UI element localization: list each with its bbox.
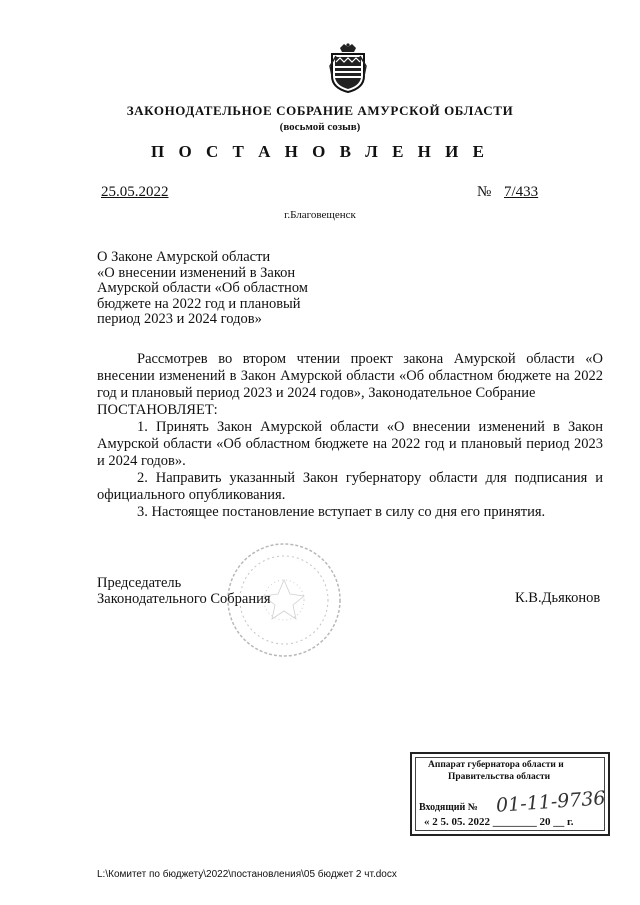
stamp-line: Аппарат губернатора области и: [428, 760, 564, 770]
document-subject: [97, 250, 337, 328]
document-number: 7/433: [504, 184, 539, 200]
organization-title: ЗАКОНОДАТЕЛЬНОЕ СОБРАНИЕ АМУРСКОЙ ОБЛАСТИ: [126, 103, 514, 118]
coat-of-arms-emblem: [326, 42, 370, 94]
item-paragraph: 1. Принять Закон Амурской области «О внесении изменений в Закон Амурской области «Об областном бюджете на 2022 год и плановый период 2023 и 2024 годов».: [97, 419, 603, 469]
document-body: [97, 351, 603, 521]
signatory-position: [97, 575, 271, 607]
convocation-label: (восьмой созыв): [279, 121, 361, 133]
position-line: Председатель: [97, 575, 182, 591]
subject-line: период 2023 и 2024 годов»: [97, 311, 262, 327]
subject-line: бюджете на 2022 год и плановый: [97, 295, 301, 312]
preamble-paragraph: Рассмотрев во втором чтении проект закона Амурской области «О внесении изменений в Закон Амурской области «Об областном бюджете на 2022 год и плановый период 2023 и 2024 годов», Законодательное Собрание: [97, 351, 603, 401]
position-line: Законодательного Собрания: [97, 591, 271, 607]
signatory-name: К.В.Дьяконов: [515, 590, 601, 606]
stamp-date: « 2 5. 05. 2022 ________ 20 __ г.: [424, 816, 574, 828]
item-paragraph: 3. Настоящее постановление вступает в силу со дня его принятия.: [137, 504, 546, 520]
file-path-footer: L:\Комитет по бюджету\2022\постановления\05 бюджет 2 чт.docx: [97, 869, 397, 880]
number-label: №: [477, 184, 492, 200]
subject-line: Амурской области «Об областном: [97, 280, 308, 296]
stamp-line: Правительства области: [448, 772, 551, 782]
city-label: г.Благовещенск: [284, 209, 356, 221]
subject-line: «О внесении изменений в Закон: [97, 264, 296, 281]
document-type-title: П О С Т А Н О В Л Е Н И Е: [151, 142, 489, 161]
document-date: 25.05.2022: [101, 184, 169, 200]
item-paragraph: 2. Направить указанный Закон губернатору области для подписания и официального опубликования.: [97, 470, 603, 503]
incoming-label: Входящий №: [419, 802, 478, 813]
resolves-label: ПОСТАНОВЛЯЕТ:: [97, 402, 218, 418]
subject-line: О Законе Амурской области: [97, 249, 271, 265]
incoming-number-handwritten: 01-11-9736: [495, 787, 607, 817]
